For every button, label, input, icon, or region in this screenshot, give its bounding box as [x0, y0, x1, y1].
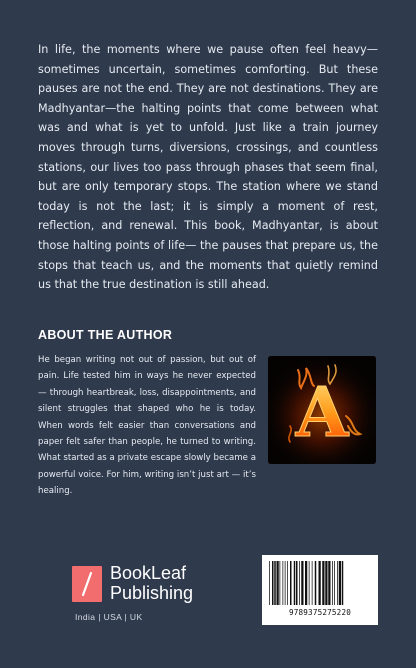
- barcode-bar: [280, 561, 281, 605]
- book-blurb: In life, the moments where we pause often feel heavy—sometimes uncertain, sometimes comforting. But these pauses are not the end. They are not destinations. They are Madhyantar—the halting points that come between what was and what is yet to unfold. Just like a train journey moves through turns, diversions, crossings, and countless stations, our lives too pass through phases that seem final, but are only temporary stops. The station where we stand today is not the last; it is simply a moment of rest, reflection, and renewal. This book, Madhyantar, is about those halting points of life— the pauses that prepare us, the stops that teach us, and the moments that quietly remind us that the true destination is still ahead.: [38, 43, 378, 292]
- barcode-bar: [342, 561, 344, 605]
- barcode-bar: [283, 561, 284, 605]
- barcode-bar: [299, 561, 300, 605]
- barcode-bar: [325, 561, 327, 605]
- author-bio: He began writing not out of passion, but out of pain. Life tested him in ways he never expected — through heartbreak, loss, disappointments, and silent struggles that shaped who he is today. When words felt easier than conversations and paper felt safer than people, he turned to writing. What started as a private escape slowly became a powerful voice. For him, writing isn’t just art — it’s healing.: [38, 355, 256, 497]
- barcode-bar: [269, 561, 270, 605]
- barcode-bar: [339, 561, 341, 605]
- publisher-name-line2: Publishing: [110, 583, 194, 603]
- barcode-bar: [287, 561, 288, 605]
- barcode-bar: [294, 561, 296, 605]
- publisher-name-line1: BookLeaf: [110, 563, 187, 583]
- about-author-heading: ABOUT THE AUTHOR: [38, 328, 173, 342]
- flaming-letter: A: [295, 373, 349, 453]
- barcode-icon: [268, 561, 372, 605]
- barcode-bar: [305, 561, 307, 605]
- isbn-number: 9789375275220: [288, 608, 352, 617]
- barcode-bar: [301, 561, 303, 605]
- publisher-regions: India | USA | UK: [75, 612, 143, 622]
- barcode-bar: [309, 561, 310, 605]
- barcode-bar: [315, 561, 317, 605]
- barcode-bar: [332, 561, 333, 605]
- barcode-bar: [296, 561, 298, 605]
- barcode-bar: [274, 561, 276, 605]
- author-image-flaming-letter: [268, 356, 376, 464]
- barcode-bar: [277, 561, 279, 605]
- publisher-block: [72, 563, 212, 646]
- publisher-name: [110, 563, 193, 603]
- barcode-bar: [272, 561, 274, 605]
- slash-logo-icon: [72, 566, 102, 602]
- barcode-bar: [322, 561, 324, 605]
- flaming-letter-icon: [268, 356, 376, 464]
- barcode-bar: [328, 561, 330, 605]
- barcode-bar: [337, 561, 338, 605]
- barcode-bar: [290, 561, 292, 605]
- barcode-bar: [285, 561, 286, 605]
- barcode-bar: [312, 561, 313, 605]
- barcode-bar: [334, 561, 335, 605]
- isbn-barcode: [262, 555, 378, 625]
- barcode-bar: [319, 561, 321, 605]
